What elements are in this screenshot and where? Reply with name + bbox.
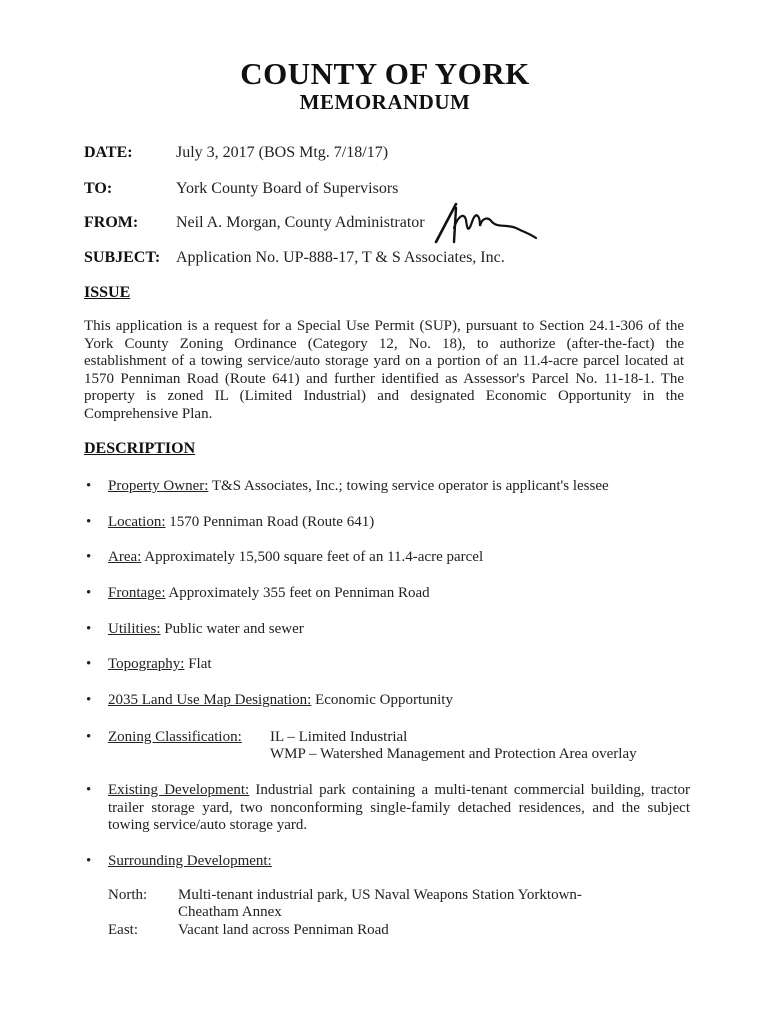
bullet-icon: • [86, 549, 92, 565]
administrator-signature [432, 198, 542, 253]
item-label: 2035 Land Use Map Designation: [108, 692, 312, 708]
bullet-zoning [84, 729, 690, 765]
bullet-icon: • [86, 478, 92, 494]
item-label: Topography: [108, 656, 185, 672]
item-label: Frontage: [108, 585, 166, 601]
direction-label: East: [108, 922, 138, 938]
item-label: Zoning Classification: [108, 729, 242, 745]
item-text: Economic Opportunity [311, 692, 453, 708]
to-label: TO: [84, 180, 113, 197]
subject-label: SUBJECT: [84, 249, 161, 266]
issue-paragraph: This application is a request for a Special Use Permit (SUP), pursuant to Section 24.1-306 of the York County Zoning Ordinance (Category 12, No. 18), to authorize (after-the-fact) the establishment of a towing service/auto storage yard on a portion of an 11.4-acre parcel located at 1570 Penniman Road (Route 641) and further identified as Assessor's Parcel No. 11-18-1. The property is zoned IL (Limited Industrial) and designated Economic Opportunity in the Comprehensive Plan. [84, 318, 684, 422]
bullet-icon: • [86, 621, 92, 637]
from-value: Neil A. Morgan, County Administrator [176, 214, 425, 231]
county-title: COUNTY OF YORK [240, 56, 530, 91]
from-label: FROM: [84, 214, 139, 231]
bullet-icon: • [86, 853, 92, 869]
date-label: DATE: [84, 144, 133, 161]
item-text: T&S Associates, Inc.; towing service operator is applicant's lessee [208, 478, 609, 494]
direction-value: Multi-tenant industrial park, US Naval Weapons Station Yorktown-Cheatham Annex [178, 887, 582, 920]
zoning-il: IL – Limited Industrial [270, 729, 408, 745]
bullet-icon: • [86, 656, 92, 672]
item-label: Area: [108, 549, 142, 565]
bullet-icon: • [86, 514, 92, 530]
date-value: July 3, 2017 (BOS Mtg. 7/18/17) [176, 144, 389, 161]
zoning-wmp: WMP – Watershed Management and Protection Area overlay [270, 746, 637, 762]
item-label: Existing Development: [108, 782, 250, 798]
item-text: Flat [184, 656, 212, 672]
item-label: Property Owner: [108, 478, 209, 494]
memorandum-title: MEMORANDUM [299, 90, 471, 114]
direction-label: North: [108, 887, 148, 903]
item-text: Approximately 355 feet on Penniman Road [165, 585, 430, 601]
item-text: Approximately 15,500 square feet of an 11.4-acre parcel [141, 549, 484, 565]
bullet-icon: • [86, 585, 92, 601]
direction-value: Vacant land across Penniman Road [178, 922, 389, 938]
bullet-icon: • [86, 729, 92, 745]
bullet-icon: • [86, 782, 92, 798]
subject-value: Application No. UP-888-17, T & S Associates, Inc. [176, 249, 505, 266]
item-label: Surrounding Development: [108, 853, 272, 869]
bullet-icon: • [86, 692, 92, 708]
description-heading: DESCRIPTION [84, 440, 196, 457]
item-text: Industrial park containing a multi-tenant commercial building, tractor trailer storage yard, two nonconforming single-family detached residences, and the subject towing service/auto storage yard. [108, 782, 691, 833]
item-text: Public water and sewer [160, 621, 304, 637]
item-label: Location: [108, 514, 166, 530]
item-text: 1570 Penniman Road (Route 641) [165, 514, 375, 530]
issue-heading: ISSUE [84, 284, 131, 301]
item-label: Utilities: [108, 621, 161, 637]
to-value: York County Board of Supervisors [176, 180, 399, 197]
